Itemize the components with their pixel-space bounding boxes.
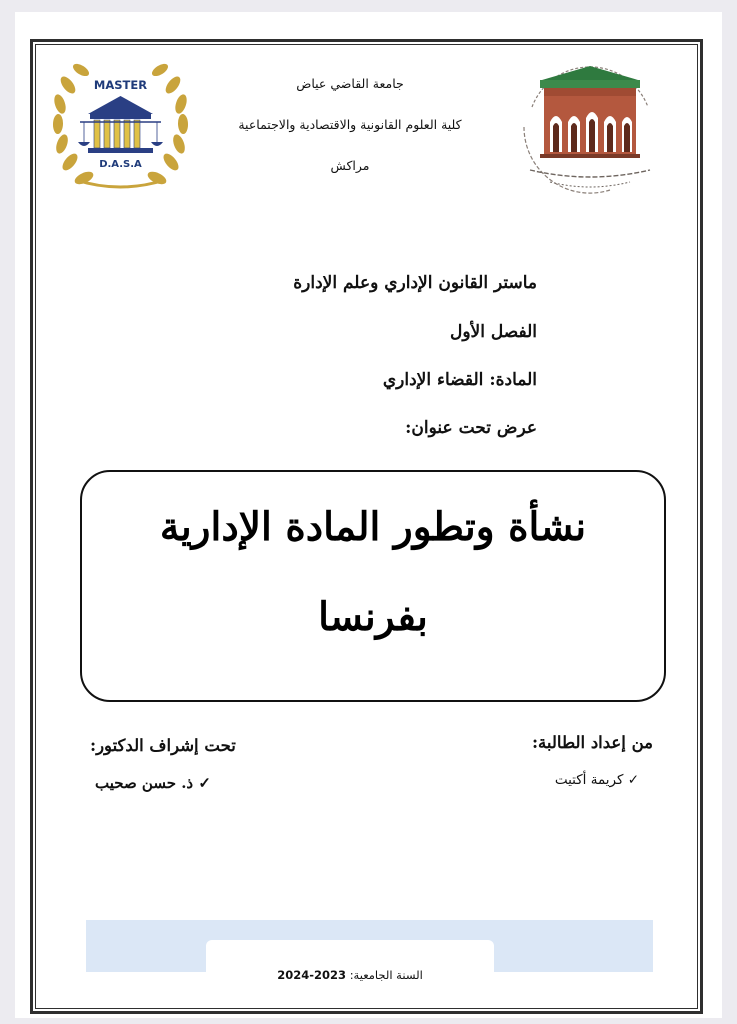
logo-top-text: MASTER [93, 78, 148, 92]
logo-bottom-text: D.A.S.A [99, 159, 142, 170]
faculty-name: كلية العلوم القانونية والاقتصادية والاجتماعية [238, 117, 462, 132]
title-line-1: نشأة وتطور المادة الإدارية [159, 504, 587, 550]
faculty-building-icon [510, 52, 670, 197]
scales-of-justice-icon [78, 96, 163, 153]
student-name: ✓ كريمة أكتيت [554, 772, 639, 788]
master-dasa-logo [48, 52, 193, 192]
prepared-by-label: من إعداد الطالبة: [531, 733, 653, 752]
semester: الفصل الأول [449, 322, 537, 342]
supervised-by-label: تحت إشراف الدكتور: [90, 736, 236, 755]
supervisor-name: ✓ ذ. حسن صحيب [95, 774, 211, 792]
title-line-2: بفرنسا [318, 594, 428, 640]
presentation-label: عرض تحت عنوان: [405, 418, 537, 438]
subject: المادة: القضاء الإداري [382, 370, 537, 390]
check-icon: ✓ [627, 772, 639, 788]
university-name: جامعة القاضي عياض [296, 76, 404, 91]
city-name: مراكش [330, 158, 370, 173]
master-program: ماستر القانون الإداري وعلم الإدارة [293, 273, 537, 293]
title-box [80, 470, 666, 702]
academic-year: السنة الجامعية: 2023-2024 [277, 968, 423, 982]
check-icon: ✓ [198, 774, 211, 792]
